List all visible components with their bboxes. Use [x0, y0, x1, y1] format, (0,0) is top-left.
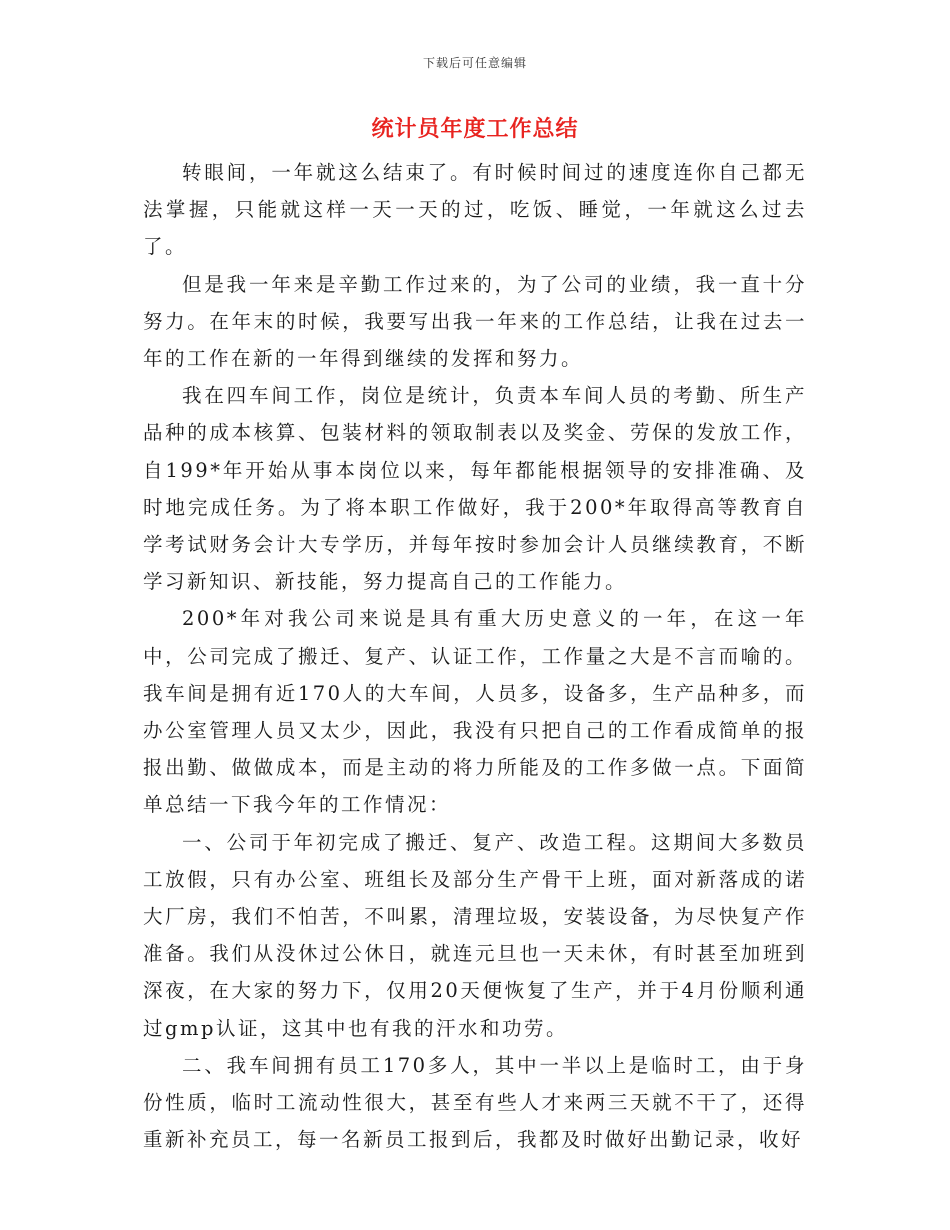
paragraph-5: 一、公司于年初完成了搬迁、复产、改造工程。这期间大多数员工放假，只有办公室、班组长及部分生产骨干上班，面对新落成的诺大厂房，我们不怕苦，不叫累，清理垃圾，安装设备，为尽快复产作准备。我们从没休过公休日，就连元旦也一天未休，有时甚至加班到深夜，在大家的努力下，仅用20天便恢复了生产，并于4月份顺利通过gmp认证，这其中也有我的汗水和功劳。 [143, 830, 807, 1040]
paragraph-1: 转眼间，一年就这么结束了。有时候时间过的速度连你自己都无法掌握，只能就这样一天一天的过，吃饭、睡觉，一年就这么过去了。 [143, 161, 807, 259]
paragraph-6: 二、我车间拥有员工170多人，其中一半以上是临时工，由于身份性质，临时工流动性很大，甚至有些人才来两三天就不干了，还得重新补充员工，每一名新员工报到后，我都及时做好出勤记录，收好 [143, 1053, 807, 1152]
paragraph-3: 我在四车间工作，岗位是统计，负责本车间人员的考勤、所生产品种的成本核算、包装材料的领取制表以及奖金、劳保的发放工作，自199*年开始从事本岗位以来，每年都能根据领导的安排准确、及时地完成任务。为了将本职工作做好，我于200*年取得高等教育自学考试财务会计大专学历，并每年按时参加会计人员继续教育，不断学习新知识、新技能，努力提高自己的工作能力。 [143, 384, 807, 594]
document-title: 统计员年度工作总结 [371, 116, 579, 142]
document-body [143, 154, 807, 1158]
paragraph-4: 200*年对我公司来说是具有重大历史意义的一年，在这一年中，公司完成了搬迁、复产、认证工作，工作量之大是不言而喻的。我车间是拥有近170人的大车间，人员多，设备多，生产品种多，而办公室管理人员又太少，因此，我没有只把自己的工作看成简单的报报出勤、做做成本，而是主动的将力所能及的工作多做一点。下面简单总结一下我今年的工作情况： [143, 607, 807, 817]
header-note: 下载后可任意编辑 [422, 56, 527, 70]
paragraph-2: 但是我一年来是辛勤工作过来的，为了公司的业绩，我一直十分努力。在年末的时候，我要写出我一年来的工作总结，让我在过去一年的工作在新的一年得到继续的发挥和努力。 [143, 272, 807, 371]
